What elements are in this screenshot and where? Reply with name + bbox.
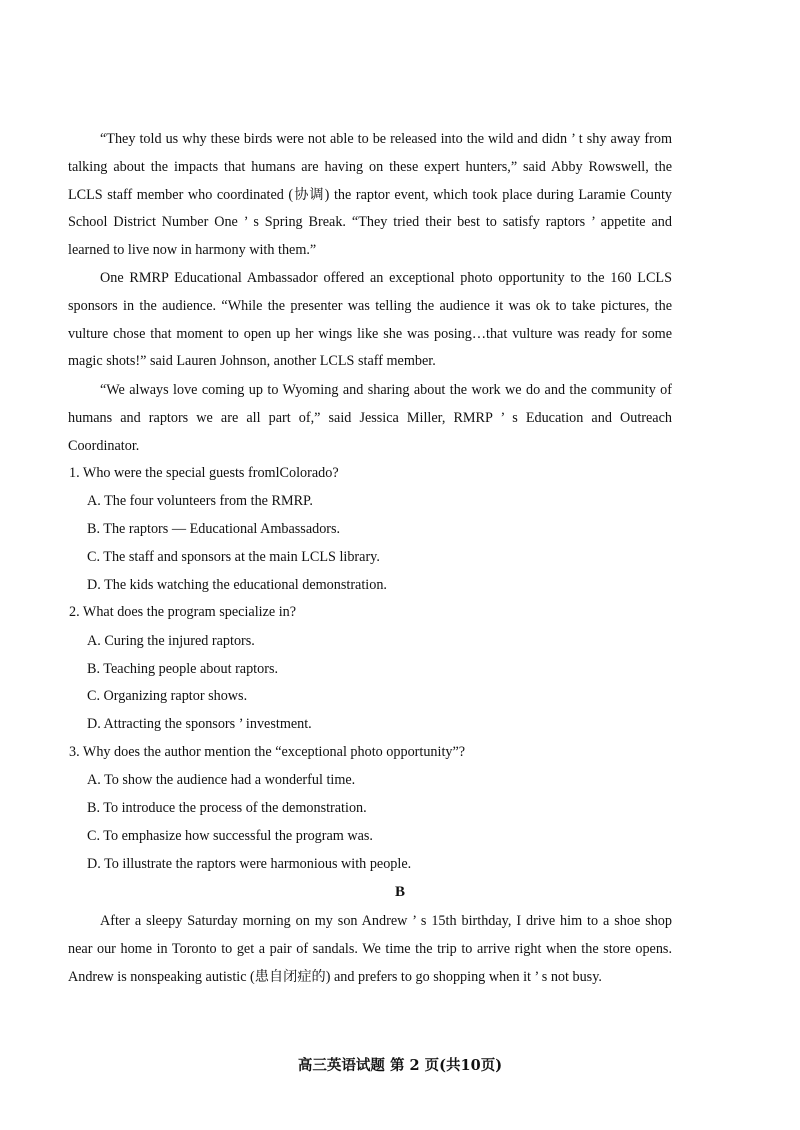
question-2-option-d: D. Attracting the sponsors ’ investment. xyxy=(87,716,312,732)
question-2-option-a: A. Curing the injured raptors. xyxy=(87,633,255,649)
question-1-option-a: A. The four volunteers from the RMRP. xyxy=(87,493,313,509)
question-1-option-d: D. The kids watching the educational demonstration. xyxy=(87,577,387,593)
question-3-option-d: D. To illustrate the raptors were harmonious with people. xyxy=(87,856,412,872)
section-b-title: B xyxy=(394,884,405,900)
passage-paragraph-2: One RMRP Educational Ambassador offered an exceptional photo opportunity to the 160 LCLS sponsors in the audience. “While the presenter was telling the audience it was ok to take pictures, the vulture chose that moment to open up her wings like she was posing…that vulture was ready for some magic shots!” said Lauren Johnson, another LCLS staff member. xyxy=(68,270,672,370)
question-3-option-a: A. To show the audience had a wonderful time. xyxy=(87,772,356,788)
passage-paragraph-1: “They told us why these birds were not able to be released into the wild and didn ’ t shy away from talking about the impacts that humans are having on these expert hunters,” said Abby Rowswell, the LCLS staff member who coordinated (协调) the raptor event, which took place during Laramie County School District Number One ’ s Spring Break. “They tried their best to satisfy raptors ’ appetite and learned to live now in harmony with them.” xyxy=(68,131,672,259)
question-2-option-b: B. Teaching people about raptors. xyxy=(87,661,279,677)
question-2-stem: 2. What does the program specialize in? xyxy=(69,604,297,620)
section-b-paragraph: After a sleepy Saturday morning on my son Andrew ’ s 15th birthday, I drive him to a shoe shop near our home in Toronto to get a pair of sandals. We time the trip to arrive right when the store opens. Andrew is nonspeaking autistic (患自闭症的) and prefers to go shopping when it ’ s not busy. xyxy=(68,913,672,985)
question-1-option-b: B. The raptors — Educational Ambassadors. xyxy=(87,521,341,537)
question-1-option-c: C. The staff and sponsors at the main LCLS library. xyxy=(87,549,380,565)
question-2-option-c: C. Organizing raptor shows. xyxy=(87,688,248,704)
question-3-option-c: C. To emphasize how successful the program was. xyxy=(87,828,373,844)
question-3-option-b: B. To introduce the process of the demonstration. xyxy=(87,800,367,816)
page-footer: 高三英语试题 第 2 页(共10页) xyxy=(297,1057,503,1074)
question-3-stem: 3. Why does the author mention the “exceptional photo opportunity”? xyxy=(69,744,466,760)
question-1-stem: 1. Who were the special guests fromlColorado? xyxy=(69,465,339,481)
passage-paragraph-3: “We always love coming up to Wyoming and sharing about the work we do and the community of humans and raptors we are all part of,” said Jessica Miller, RMRP ’ s Education and Outreach Coordinator. xyxy=(68,382,672,454)
